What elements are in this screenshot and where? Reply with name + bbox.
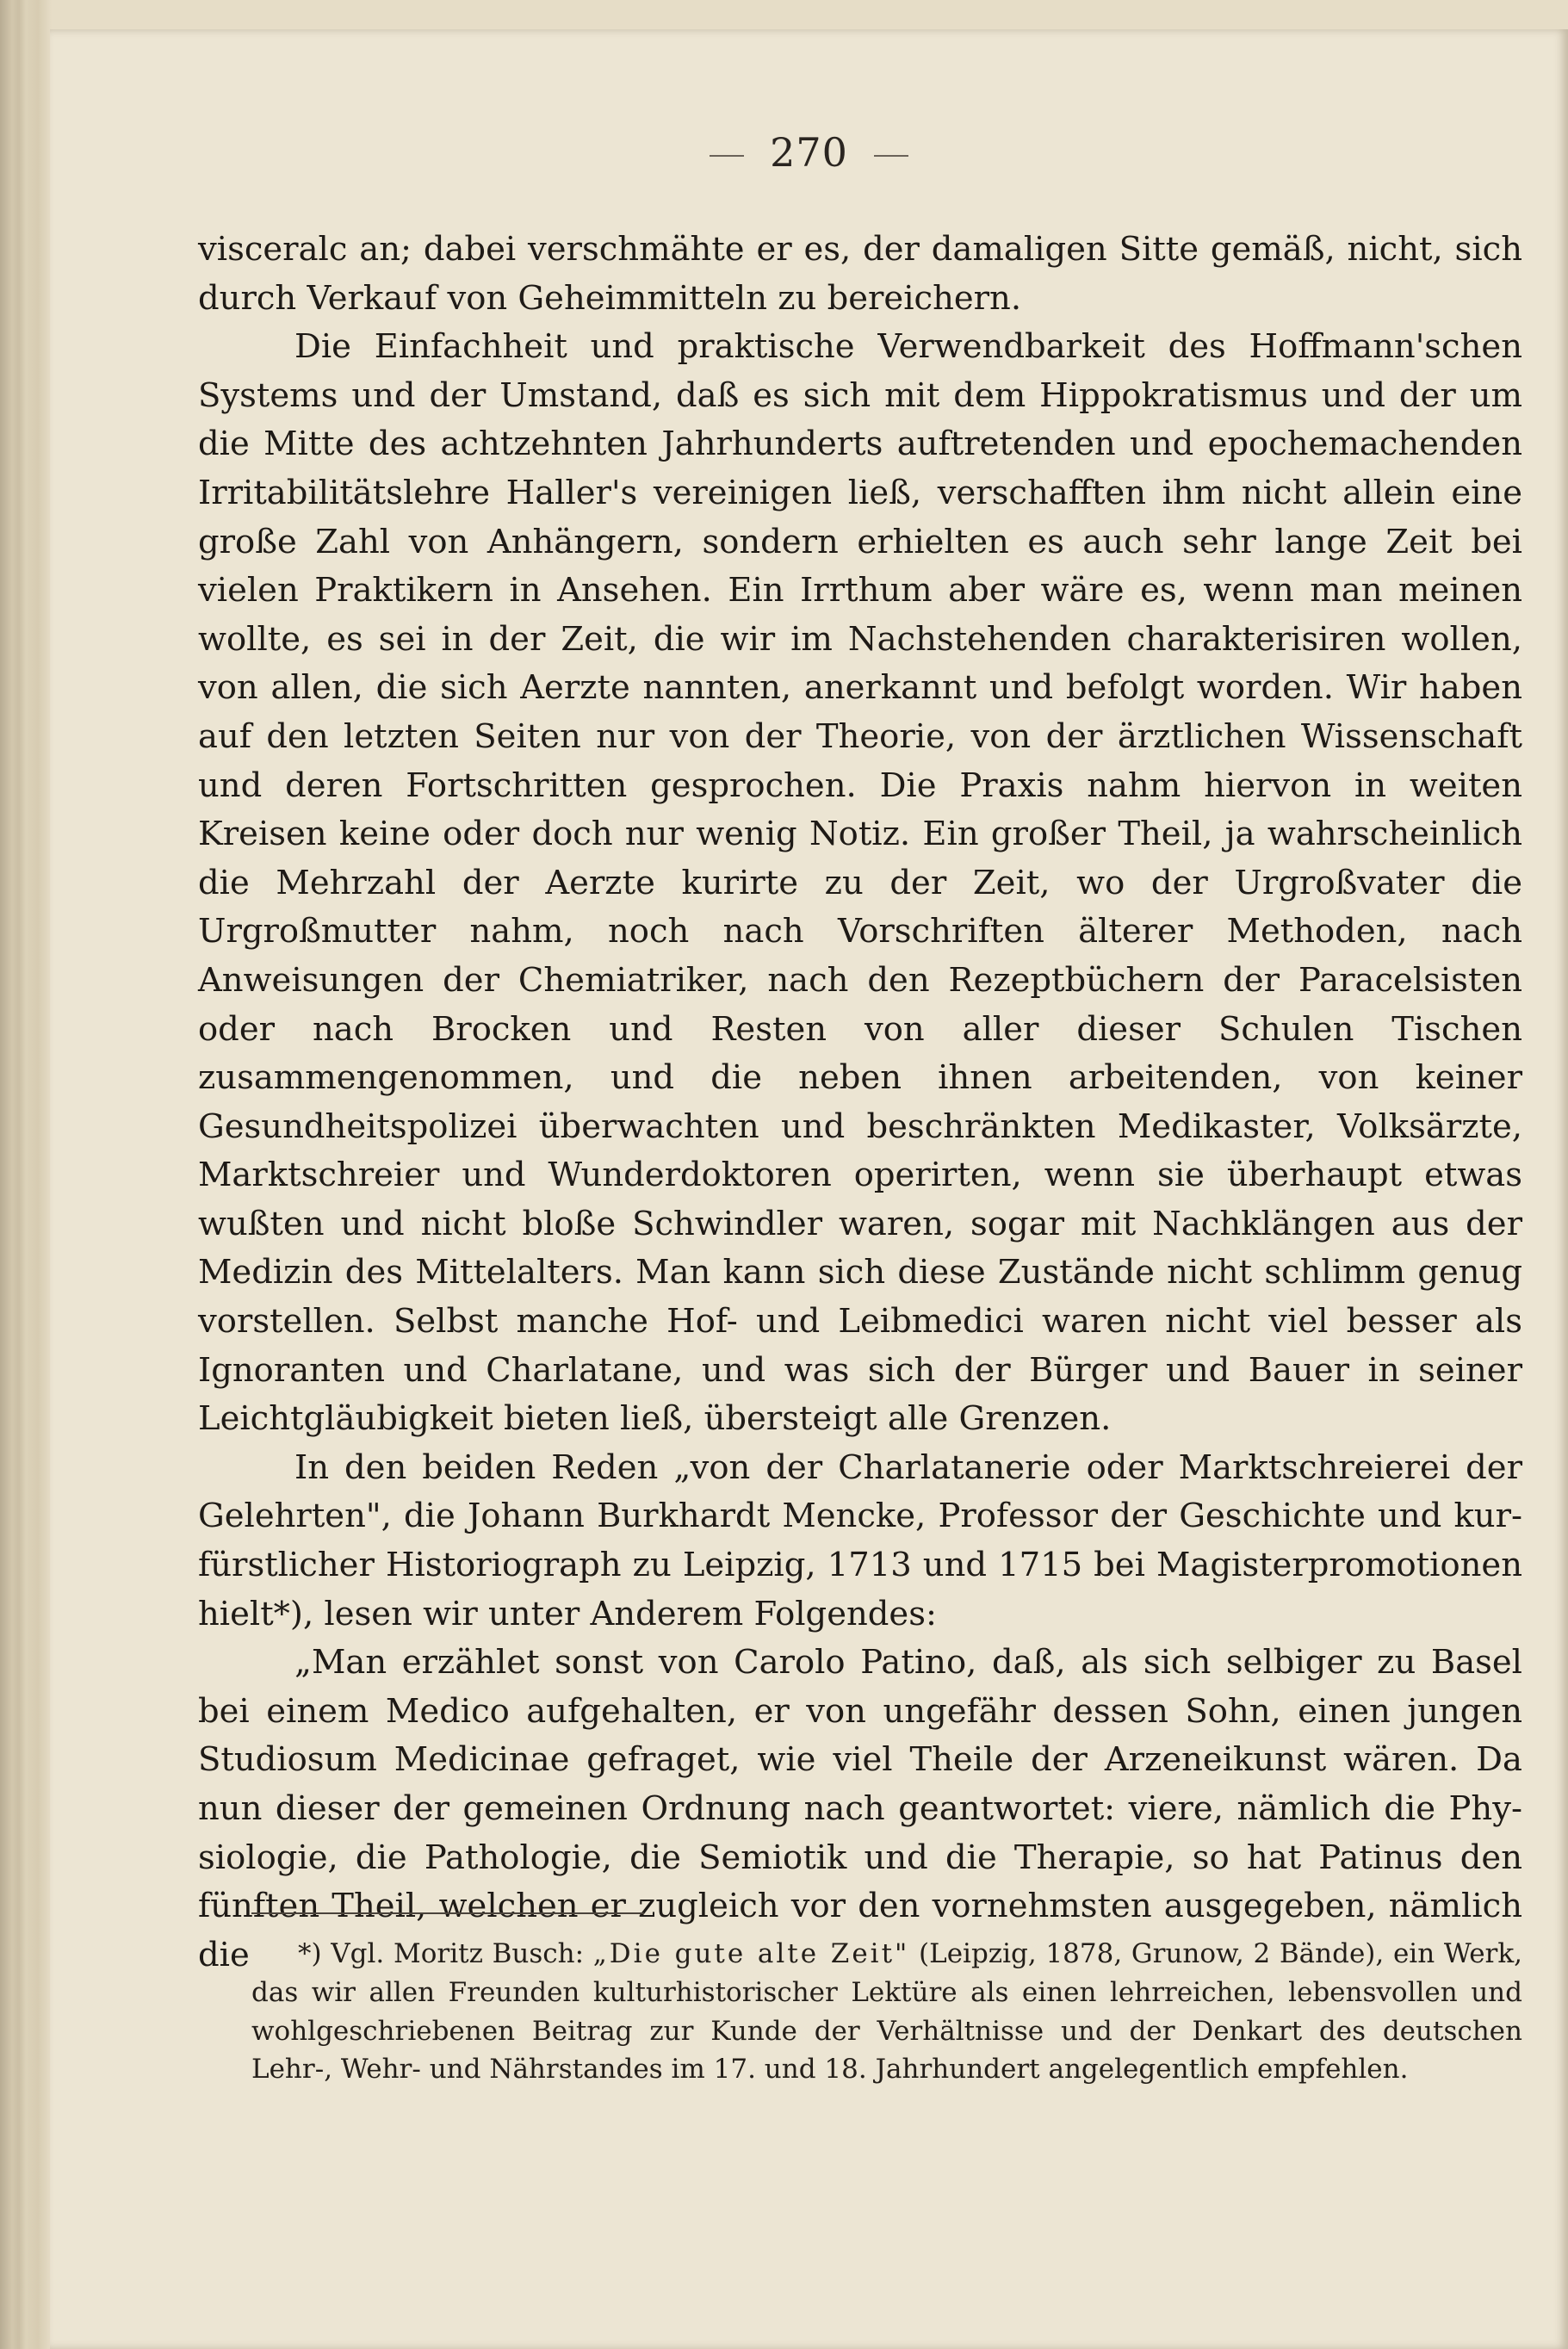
footnote-text [251, 1935, 1522, 2089]
page-number [50, 129, 1568, 176]
paragraph-hoffmann-system: Die Einfachheit und praktische Verwendbarkeit des Hoffmann'schen Systems und der Umstand, daß es sich mit dem Hippokratismus und der um die Mitte des achtzehnten Jahrhunderts auftretenden und epochemachenden Irritabilitätslehre Haller's vereinigen ließ, verschafften ihm nicht allein eine große Zahl von Anhängern, sondern erhielten es auch sehr lange Zeit bei vielen Praktikern in Ansehen. Ein Irrthum aber wäre es, wenn man meinen wollte, es sei in der Zeit, die wir im Nachstehenden charakterisiren wollen, von allen, die sich Aerzte nannten, anerkannt und befolgt worden. Wir haben auf den letzten Seiten nur von der Theorie, von der ärztlichen Wissenschaft und deren Fortschritten gesprochen. Die Praxis nahm hiervon in weiten Kreisen keine oder doch nur wenig Notiz. Ein großer Theil, ja wahrscheinlich die Mehrzahl der Aerzte kurirte zu der Zeit, wo der Urgroßvater die Urgroßmutter nahm, noch nach Vorschriften älterer Methoden, nach Anweisungen der Chemiatriker, nach den Rezeptbüchern der Paracelsisten oder nach Brocken und Resten von aller dieser Schulen Tischen zusammengenommen, und die neben ihnen arbeitenden, von keiner Gesundheitspolizei überwachten und beschränkten Medikaster, Volksärzte, Marktschreier und Wunderdoktoren operirten, wenn sie überhaupt etwas wußten und nicht bloße Schwindler waren, sogar mit Nachklängen aus der Medizin des Mittelalters. Man kann sich diese Zustände nicht schlimm genug vorstellen. Selbst manche Hof- und Leibmedici waren nicht viel besser als Ignoranten und Charlatane, und was sich der Bürger und Bauer in seiner Leichtgläubigkeit bieten ließ, übersteigt alle Grenzen. [198, 327, 1522, 1439]
paragraph-mencke-reden: In den beiden Reden „von der Charlatanerie oder Marktschreierei der Gelehrten", die Johann Burkhardt Mencke, Professor der Geschichte und kurfürstlicher Historiograph zu Leipzig, 1713 und 1715 bei Magisterpromotionen hielt*), lesen wir unter Anderem Folgendes: [198, 1447, 1522, 1633]
book-page [50, 29, 1568, 2349]
main-text [198, 226, 1522, 1980]
page-number-value: 270 [770, 129, 848, 176]
page-number-dash-right [874, 155, 908, 157]
footnote-book-title: „Die gute alte Zeit" [592, 1938, 910, 1969]
footnote-rest: (Leipzig, 1878, Grunow, 2 Bände), ein Werk, das wir allen Freunden kulturhistorischer Lektüre als einen lehrreichen, lebensvollen und wohlgeschriebenen Beitrag zur Kunde der Verhältnisse und der Denkart des deutschen Lehr-, Wehr- und Nährstandes im 17. und 18. Jahrhundert angelegentlich empfehlen. [251, 1938, 1522, 2086]
page-number-dash-left [710, 155, 744, 157]
footnote-lead: *) Vgl. Moritz Busch: [298, 1938, 593, 1969]
paragraph-continuation: visceralc an; dabei verschmähte er es, der damaligen Sitte gemäß, nicht, sich durch Verkauf von Geheimmitteln zu bereichern. [198, 230, 1522, 318]
footnote-rule [251, 1912, 644, 1914]
footnote [251, 1935, 1522, 2089]
paragraph-patino-quote: „Man erzählet sonst von Carolo Patino, daß, als sich selbiger zu Basel bei einem Medico aufgehalten, er von ungefähr dessen Sohn, einen jungen Studiosum Medicinae gefraget, wie viel Theile der Arzeneikunst wären. Da nun dieser der gemeinen Ordnung nach geantwortet: viere, nämlich die Physiologie, die Pathologie, die Semiotik und die Therapie, so hat Patinus den fünften Theil, welchen er zugleich vor den vornehmsten ausgegeben, nämlich die [198, 1643, 1522, 1974]
